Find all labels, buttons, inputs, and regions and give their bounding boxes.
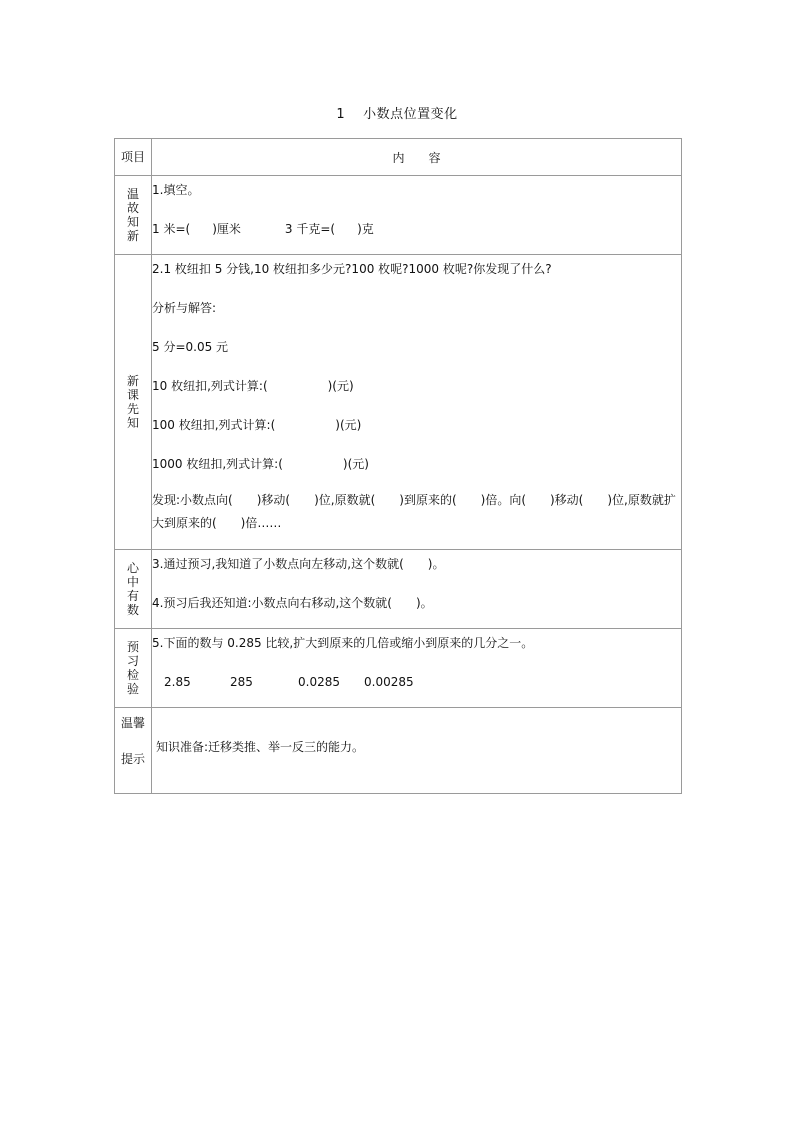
header-right: 内 容 <box>392 150 441 165</box>
calc-line-4: 1000 枚纽扣,列式计算:( )(元) <box>152 457 369 471</box>
title-number: 1 <box>336 107 346 122</box>
number-item: 2.85 <box>164 675 191 689</box>
mind-label: 心 中 有 数 <box>115 550 152 629</box>
question-5: 5.下面的数与 0.285 比较,扩大到原来的几倍或缩小到原来的几分之一。 <box>152 636 534 650</box>
discovery-text: 发现:小数点向( )移动( )位,原数就( )到原来的( )倍。向( )移动( )位,原数就扩大到原来的( )倍…… <box>152 493 676 530</box>
analysis-label: 分析与解答: <box>152 301 217 315</box>
header-label-cell <box>115 139 152 176</box>
question-2: 2.1 枚纽扣 5 分钱,10 枚纽扣多少元?100 枚呢?1000 枚呢?你发现了什么? <box>152 262 552 276</box>
number-list <box>152 668 681 707</box>
check-row <box>115 629 682 708</box>
calc-line-2: 10 枚纽扣,列式计算:( )(元) <box>152 379 354 393</box>
number-item: 285 <box>230 675 253 689</box>
number-item: 0.0285 <box>298 675 340 689</box>
preview-label: 新 课 先 知 <box>115 255 152 550</box>
question-1-items: 1 米=( )厘米 3 千克=( )克 <box>152 222 374 236</box>
calc-line-3: 100 枚纽扣,列式计算:( )(元) <box>152 418 362 432</box>
preview-row <box>115 255 682 550</box>
review-row <box>115 176 682 255</box>
header-left: 项目 <box>120 150 145 164</box>
check-content <box>152 629 682 708</box>
question-4: 4.预习后我还知道:小数点向右移动,这个数就( )。 <box>152 596 433 610</box>
question-1: 1.填空。 <box>152 183 200 197</box>
page-title <box>0 103 794 122</box>
number-item: 0.00285 <box>364 675 414 689</box>
title-text: 小数点位置变化 <box>363 107 458 122</box>
tip-row <box>115 708 682 794</box>
calc-line-1: 5 分=0.05 元 <box>152 340 229 354</box>
tip-content <box>152 708 682 794</box>
header-content-cell <box>152 139 682 176</box>
tip-label: 温馨 提示 <box>115 708 152 794</box>
mind-content <box>152 550 682 629</box>
review-content <box>152 176 682 255</box>
preview-content <box>152 255 682 550</box>
check-label: 预 习 检 验 <box>115 629 152 708</box>
mind-row <box>115 550 682 629</box>
tip-text: 知识准备:迁移类推、举一反三的能力。 <box>156 739 365 754</box>
worksheet-table <box>114 138 682 794</box>
review-label: 温 故 知 新 <box>115 176 152 255</box>
header-row <box>115 139 682 176</box>
question-3: 3.通过预习,我知道了小数点向左移动,这个数就( )。 <box>152 557 445 571</box>
